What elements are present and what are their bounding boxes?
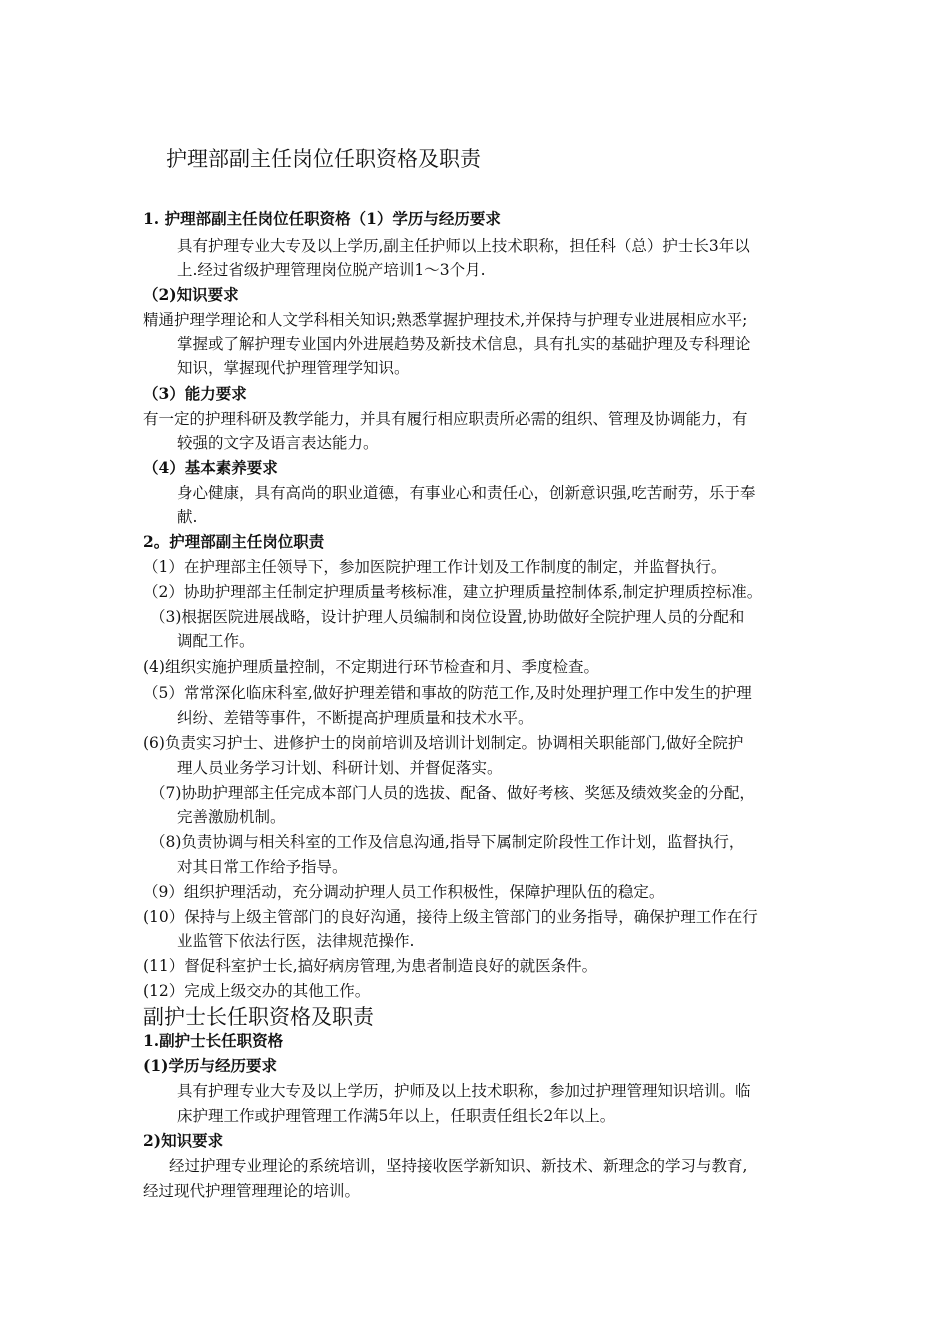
- doc-title-deputy-head-nurse: 副护士长任职资格及职责: [143, 1005, 374, 1029]
- subheading-qualification: 1.副护士长任职资格: [143, 1031, 284, 1050]
- subheading-quality: （4）基本素养要求: [143, 458, 278, 477]
- duty-item-cont: 纠纷、差错等事件，不断提高护理质量和技术水平。: [177, 709, 534, 727]
- paragraph-line: 具有护理专业大专及以上学历，护师及以上技术职称，参加过护理管理知识培训。临: [177, 1082, 751, 1100]
- subheading-ability: （3）能力要求: [143, 384, 247, 403]
- paragraph-line: 经过现代护理管理理论的培训。: [143, 1182, 361, 1200]
- duty-item: （5）常常深化临床科室,做好护理差错和事故的防范工作,及时处理护理工作中发生的护理: [143, 684, 752, 702]
- duty-item-cont: 业监管下依法行医，法律规范操作.: [177, 932, 415, 950]
- paragraph-line: 较强的文字及语言表达能力。: [177, 434, 379, 452]
- paragraph-line: 身心健康，具有高尚的职业道德，有事业心和责任心，创新意识强,吃苦耐劳，乐于奉: [177, 484, 756, 502]
- duty-item: (6)负责实习护士、进修护士的岗前培训及培训计划制定。协调相关职能部门,做好全院护: [143, 734, 744, 752]
- subheading-education: (1)学历与经历要求: [143, 1056, 277, 1075]
- duty-item: (12）完成上级交办的其他工作。: [143, 982, 371, 1000]
- duty-item: (10）保持与上级主管部门的良好沟通，接待上级主管部门的业务指导，确保护理工作在行: [143, 908, 758, 926]
- paragraph-line: 精通护理学理论和人文学科相关知识;熟悉掌握护理技术,并保持与护理专业进展相应水平;: [143, 311, 748, 329]
- duty-item: （2）协助护理部主任制定护理质量考核标准，建立护理质量控制体系,制定护理质控标准。: [143, 583, 763, 601]
- duty-item: （7)协助护理部主任完成本部门人员的选拔、配备、做好考核、奖惩及绩效奖金的分配，: [150, 784, 755, 802]
- duty-item: (11）督促科室护士长,搞好病房管理,为患者制造良好的就医条件。: [143, 957, 598, 975]
- duty-item: （1）在护理部主任领导下，参加医院护理工作计划及工作制度的制定，并监督执行。: [143, 558, 727, 576]
- doc-title-deputy-director: 护理部副主任岗位任职资格及职责: [166, 147, 481, 171]
- subheading-knowledge: （2)知识要求: [143, 285, 239, 304]
- paragraph-line: 经过护理专业理论的系统培训，坚持接收医学新知识、新技术、新理念的学习与教育,: [169, 1157, 748, 1175]
- section-2-heading: 2。护理部副主任岗位职责: [143, 532, 325, 551]
- paragraph-line: 床护理工作或护理管理工作满5年以上，任职责任组长2年以上。: [177, 1107, 616, 1125]
- duty-item: （8)负责协调与相关科室的工作及信息沟通,指导下属制定阶段性工作计划，监督执行，: [150, 833, 745, 851]
- duty-item-cont: 对其日常工作给予指导。: [177, 858, 348, 876]
- section-1-heading: 1. 护理部副主任岗位任职资格（1）学历与经历要求: [143, 209, 501, 228]
- duty-item-cont: 调配工作。: [177, 632, 255, 650]
- duty-item: （9）组织护理活动，充分调动护理人员工作积极性，保障护理队伍的稳定。: [143, 883, 665, 901]
- paragraph-line: 上.经过省级护理管理岗位脱产培训1～3个月.: [177, 261, 486, 279]
- paragraph-line: 有一定的护理科研及教学能力，并具有履行相应职责所必需的组织、管理及协调能力，有: [143, 410, 748, 428]
- subheading-knowledge-2: 2)知识要求: [143, 1131, 224, 1150]
- duty-item: （3)根据医院进展战略，设计护理人员编制和岗位设置,协助做好全院护理人员的分配和: [150, 608, 745, 626]
- paragraph-line: 具有护理专业大专及以上学历,副主任护师以上技术职称，担任科（总）护士长3年以: [177, 237, 750, 255]
- paragraph-line: 献.: [177, 508, 198, 526]
- duty-item: (4)组织实施护理质量控制，不定期进行环节检查和月、季度检查。: [143, 658, 599, 676]
- paragraph-line: 知识，掌握现代护理管理学知识。: [177, 359, 410, 377]
- duty-item-cont: 理人员业务学习计划、科研计划、并督促落实。: [177, 759, 503, 777]
- duty-item-cont: 完善激励机制。: [177, 808, 286, 826]
- paragraph-line: 掌握或了解护理专业国内外进展趋势及新技术信息，具有扎实的基础护理及专科理论: [177, 335, 751, 353]
